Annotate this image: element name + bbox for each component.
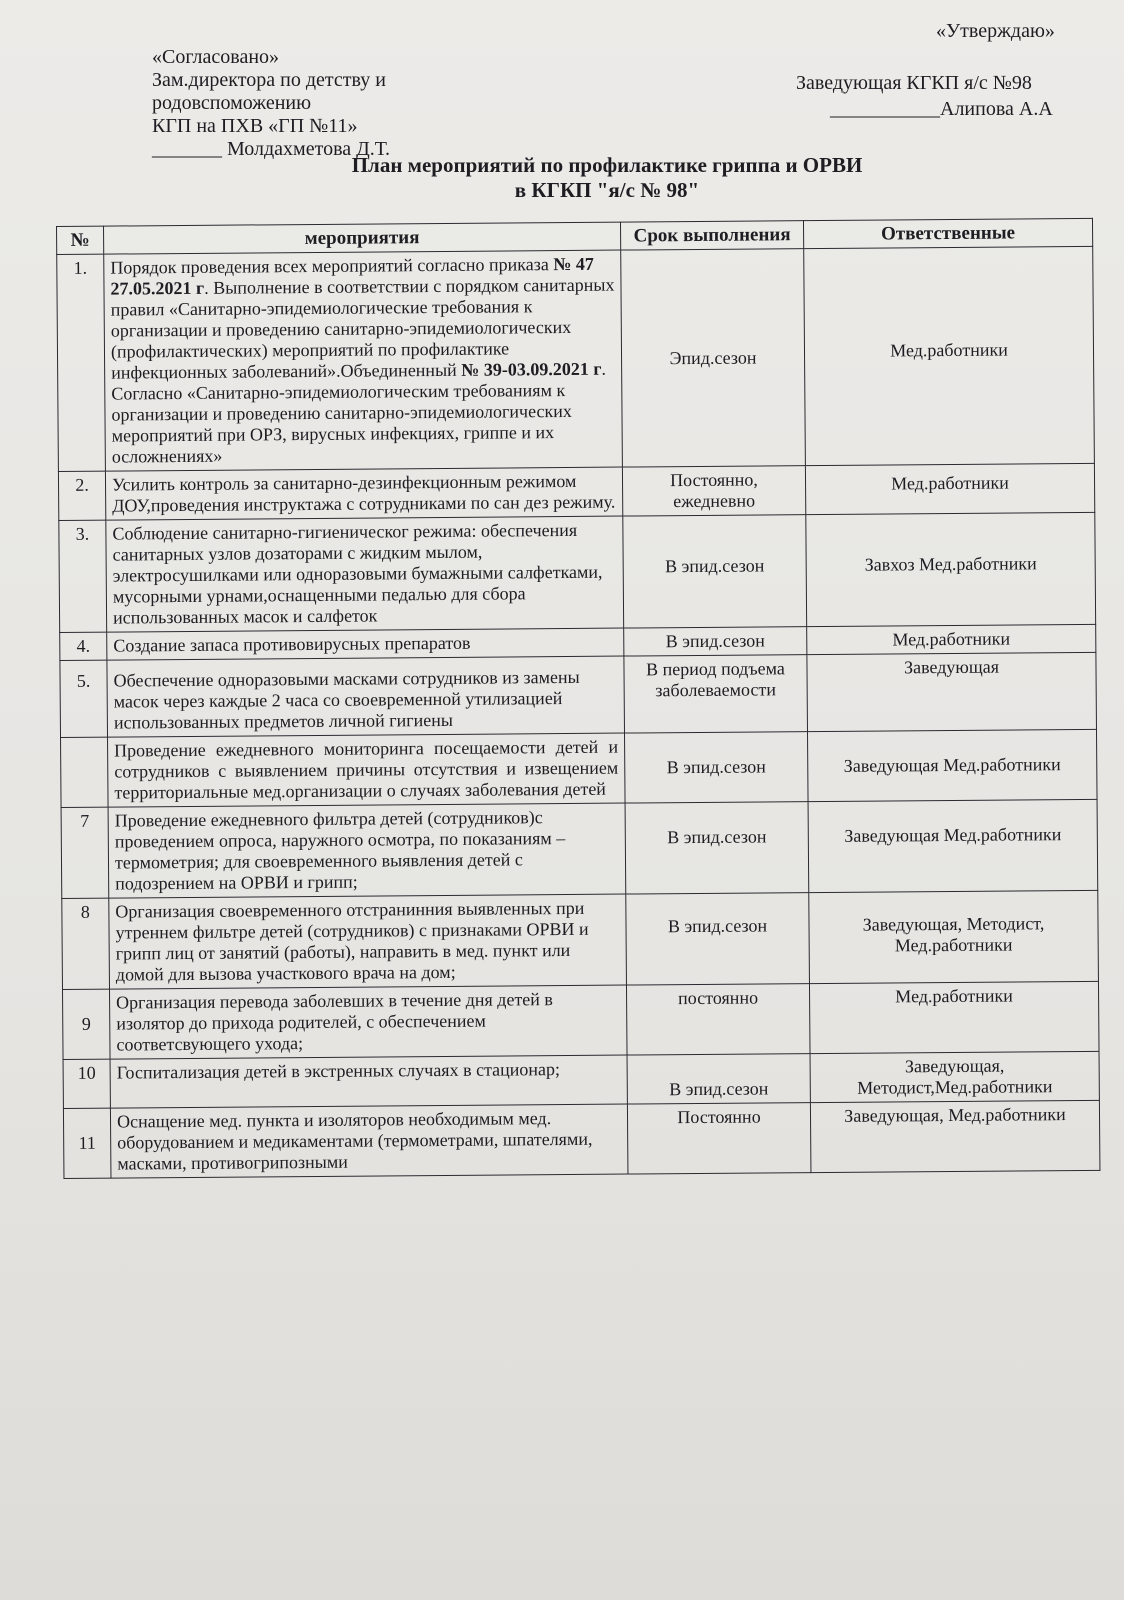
- approve-title: «Утверждаю»: [936, 20, 1055, 42]
- table-row: [62, 981, 1099, 1059]
- page-title: [0, 153, 1124, 203]
- table-row: [57, 246, 1095, 471]
- row-term: Эпид.сезон: [621, 249, 806, 467]
- row-activity: Оснащение мед. пункта и изоляторов необходимым мед. оборудованием и медикаментами (термометрами, шпателями, масками, противогрипозными: [110, 1104, 628, 1178]
- row-term: В эпид.сезон: [624, 627, 807, 656]
- row-responsible: Заведующая Мед.работники: [807, 729, 1097, 801]
- row-responsible: Мед.работники: [805, 463, 1094, 514]
- row-responsible: Мед.работники: [809, 981, 1099, 1053]
- table-row: [59, 512, 1096, 632]
- row-activity: Проведение ежедневного фильтра детей (сотрудников)с проведением опроса, наружного осмотра, по показаниям – термометрия; для своевременного выявления детей с подозрением на ОРВИ и грипп;: [108, 803, 626, 898]
- row-activity: Организация своевременного отстранинния выявленных при утреннем фильтре детей (сотрудников) с признаками ОРВИ и грипп лиц от занятий (работы), направить в мед. пункт или домой для вызова участкового врача на дом;: [109, 894, 627, 989]
- row-responsible: Мед.работники: [807, 624, 1096, 654]
- header-responsible: Ответственные: [803, 218, 1092, 248]
- row-number: 7: [61, 807, 109, 898]
- row-number: 8: [62, 898, 110, 989]
- table-row: [58, 463, 1094, 520]
- title-line: в КГКП "я/с № 98": [514, 178, 700, 202]
- activity-text: Порядок проведения всех мероприятий согласно приказа: [110, 254, 554, 278]
- plan-table: [56, 218, 1100, 1179]
- row-activity: Проведение ежедневного мониторинга посещаемости детей и сотрудников с выявлением причины отсутствия и извещением территориальные мед.организации о случаях заболевания детей: [108, 733, 626, 807]
- row-responsible: Заведующая, Методист, Мед.работники: [809, 890, 1099, 983]
- row-term: В эпид.сезон: [623, 515, 807, 628]
- agree-block: [152, 46, 390, 161]
- order-reference: № 39-03.09.2021 г: [461, 358, 602, 380]
- row-responsible: Мед.работники: [804, 246, 1095, 465]
- agree-line: КГП на ПХВ «ГП №11»: [152, 115, 358, 137]
- row-term: В период подъема заболеваемости: [624, 655, 808, 733]
- row-term: Постоянно: [627, 1103, 811, 1174]
- row-responsible: Заведующая: [807, 652, 1097, 731]
- order-reference: № 47 27.05.2021 г: [110, 253, 594, 299]
- row-number: 11: [63, 1108, 111, 1178]
- header-term: Срок выполнения: [620, 221, 803, 250]
- activity-text: . Выполнение в соответствии с порядком санитарных правил «Санитарно-эпидемиологические требования к организации и проведению санитарно-эпидемиологических (профилактических) мероприятий по профилактике инфекционных заболеваний».Объединенный: [110, 274, 615, 383]
- row-responsible: Завхоз Мед.работники: [806, 512, 1096, 626]
- row-responsible: Заведующая Мед.работники: [808, 799, 1098, 892]
- activity-text: .: [601, 358, 607, 379]
- row-activity: Соблюдение санитарно-гигиеническог режима: обеспечения санитарных узлов дозаторами с жидким мылом, электросушилками или одноразовыми бумажными салфетками, мусорными урнами,оснащенными педалью для сбора использованных масок и салфеток: [106, 516, 624, 632]
- row-number: 2.: [58, 471, 105, 520]
- header-activity: мероприятия: [104, 222, 621, 254]
- row-activity: [104, 250, 623, 471]
- header-num: №: [57, 226, 104, 254]
- row-number: 5.: [60, 660, 108, 737]
- row-activity: Усилить контроль за санитарно-дезинфекционным режимом ДОУ,проведения инструктажа с сотрудниками по сан дез режиму.: [105, 467, 622, 520]
- agree-line: Зам.директора по детству и: [152, 69, 386, 91]
- row-responsible: Заведующая, Мед.работники: [810, 1100, 1100, 1172]
- row-activity: Организация перевода заболевших в течение дня детей в изолятор до прихода родителей, с обеспечением соответсвующего ухода;: [109, 985, 627, 1059]
- row-number: 1.: [57, 254, 106, 471]
- row-term: В эпид.сезон: [625, 802, 809, 894]
- row-number: 9: [62, 989, 110, 1059]
- row-activity: Обеспечение одноразовыми масками сотрудников из замены масок через каждые 2 часа со своевременной утилизацией использованных предметов личной гигиены: [107, 656, 625, 737]
- approve-signature: ___________Алипова А.А: [830, 98, 1053, 120]
- row-term: постоянно: [626, 984, 810, 1055]
- activity-text: Согласно «Санитарно-эпидемиологическим требованиям к организации и проведению санитарно-эпидемиологических мероприятий при ОРЗ, вирусных инфекциях, гриппе и их осложнениях»: [111, 380, 572, 467]
- row-activity: Госпитализация детей в экстренных случаях в стационар;: [110, 1055, 627, 1108]
- row-term: Постоянно, ежедневно: [622, 466, 805, 516]
- approve-position: Заведующая КГКП я/с №98: [796, 72, 1032, 94]
- table-row: [63, 1100, 1100, 1178]
- table-row: [62, 890, 1099, 989]
- row-number: [61, 737, 109, 807]
- row-number: 4.: [60, 632, 107, 660]
- row-activity: Создание запаса противовирусных препаратов: [107, 628, 624, 660]
- row-term: В эпид.сезон: [624, 732, 808, 803]
- table-row: [61, 799, 1098, 898]
- table-row: [63, 1051, 1099, 1108]
- row-term: В эпид.сезон: [626, 893, 810, 985]
- agree-title: «Согласовано»: [152, 46, 280, 68]
- title-line: План мероприятий по профилактике гриппа и ОРВИ: [351, 153, 863, 177]
- agree-signature: _______ Молдахметова Д.Т.: [152, 138, 390, 160]
- table-row: [61, 729, 1098, 807]
- table-row: [60, 652, 1097, 737]
- agree-line: родовспоможению: [152, 92, 312, 114]
- row-term: В эпид.сезон: [627, 1054, 810, 1104]
- row-responsible: Заведующая, Методист,Мед.работники: [810, 1051, 1099, 1102]
- row-number: 3.: [59, 520, 107, 632]
- row-number: 10: [63, 1059, 110, 1108]
